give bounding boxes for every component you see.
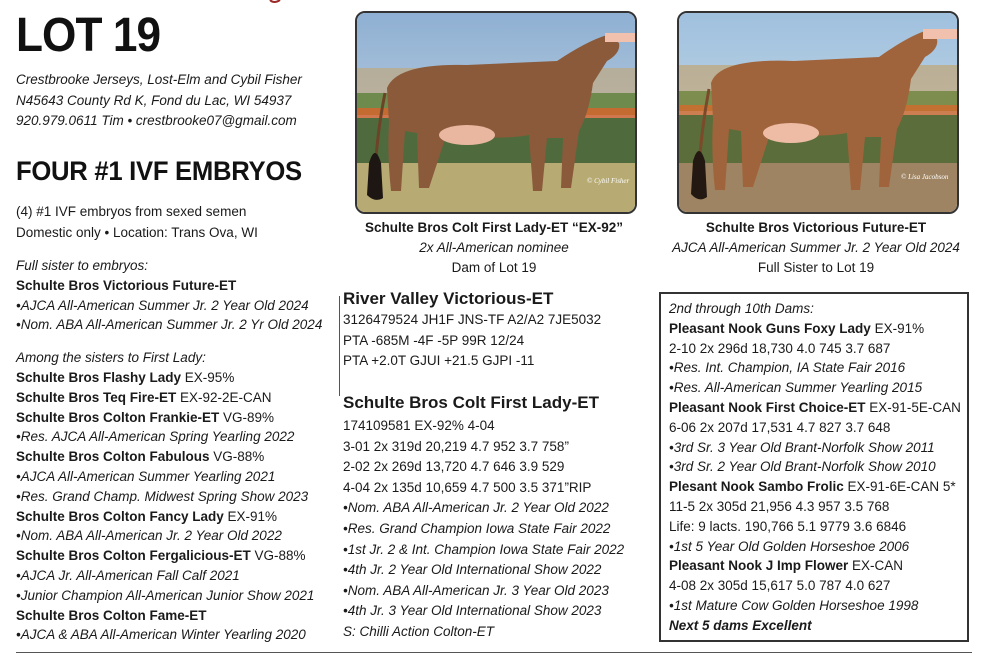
dam-photo (355, 11, 637, 214)
sister-award: •Res. AJCA All-American Spring Yearling 2022 (16, 429, 295, 445)
sister-score: EX-91% (223, 508, 278, 524)
sire-name: River Valley Victorious-ET (343, 289, 554, 308)
sister-score: EX-95% (181, 369, 235, 385)
full-sister-name: Schulte Bros Victorious Future-ET (16, 277, 237, 293)
sisters-intro: Among the sisters to First Lady: (16, 350, 206, 366)
ancestor-score: EX-CAN (848, 558, 904, 574)
lot-title: LOT 19 (16, 9, 161, 62)
bottom-divider (16, 652, 972, 653)
dam-sire: S: Chilli Action Colton-ET (343, 623, 495, 639)
sister-award: •Res. Grand Champ. Midwest Spring Show 2023 (16, 488, 309, 504)
sire-line: 3126479524 JH1F JNS-TF A2/A2 7JE5032 (343, 312, 602, 327)
dam-award: •4th Jr. 2 Year Old International Show 2022 (343, 562, 602, 578)
photo-watermark: © Lisa Jacobson (901, 173, 949, 181)
sister-name: Schulte Bros Colton Fabulous (16, 449, 210, 465)
ancestor-score: EX-91% (870, 320, 925, 336)
ancestor-award: •3rd Sr. 3 Year Old Brant-Norfolk Show 2011 (669, 439, 935, 455)
dam-record: 2-02 2x 269d 13,720 4.7 646 3.9 529 (343, 459, 565, 475)
embryo-description: (4) #1 IVF embryos from sexed semen (16, 204, 247, 219)
ancestor-name: Pleasant Nook J Imp Flower (669, 558, 849, 574)
sister-score: VG-89% (219, 409, 275, 425)
sister-entry (16, 368, 338, 388)
ancestor-score: EX-91-6E-CAN 5* (843, 479, 956, 495)
sister-name: Schulte Bros Colton Fancy Lady (16, 508, 224, 524)
sister-award: •AJCA All-American Summer Yearling 2021 (16, 468, 276, 484)
ancestor-record: 4-08 2x 305d 15,617 5.0 787 4.0 627 (669, 578, 891, 594)
caption-relation: Dam of Lot 19 (451, 260, 537, 275)
sire-line: PTA +2.0T GJUI +21.5 GJPI -11 (343, 353, 535, 368)
caption-name: Schulte Bros Colt First Lady-ET “EX-92” (364, 220, 624, 235)
sister-entry (16, 507, 338, 527)
dam-entry (669, 319, 967, 339)
dam-award: •Res. Grand Champion Iowa State Fair 2022 (343, 520, 611, 536)
ancestor-award: •Res. All-American Summer Yearling 2015 (669, 380, 923, 396)
consignor-names: Crestbrooke Jerseys, Lost-Elm and Cybil Fisher (16, 72, 302, 87)
full-sister-award: •AJCA All-American Summer Jr. 2 Year Old 2024 (16, 297, 309, 313)
ancestor-record: 6-06 2x 207d 17,531 4.7 827 3.7 648 (669, 419, 891, 435)
sister-entry (16, 546, 338, 566)
sire-block (343, 288, 601, 372)
sire-line: PTA -685M -4F -5P 99R 12/24 (343, 332, 525, 348)
ancestor-award: •1st Mature Cow Golden Horseshoe 1998 (669, 597, 919, 613)
dam-record: 3-01 2x 319d 20,219 4.7 952 3.7 758” (343, 438, 569, 454)
caption-relation: Full Sister to Lot 19 (757, 260, 875, 275)
sister-name: Schulte Bros Colton Fergalicious-ET (16, 548, 251, 564)
sister-award: •Junior Champion All-American Junior Show 2021 (16, 587, 315, 603)
cow-illustration (679, 13, 957, 212)
ancestor-award: •1st 5 Year Old Golden Horseshoe 2006 (669, 538, 910, 554)
sister-entry (16, 408, 338, 428)
dam-block (343, 392, 624, 643)
sister-photo-caption (665, 218, 967, 278)
sister-award: •AJCA & ABA All-American Winter Yearling 2020 (16, 627, 306, 643)
ancestor-name: Plesant Nook Sambo Frolic (669, 479, 844, 495)
ancestor-name: Pleasant Nook Guns Foxy Lady (669, 320, 871, 336)
dams-footer: Next 5 dams Excellent (669, 617, 812, 633)
sister-score: EX-92-2E-CAN (176, 389, 272, 405)
sister-name: Schulte Bros Teq Fire-ET (16, 389, 177, 405)
full-sister-award: •Nom. ABA All-American Summer Jr. 2 Yr Old 2024 (16, 317, 323, 333)
ancestor-score: EX-91-5E-CAN (865, 399, 961, 415)
consignor-address: N45643 County Rd K, Fond du Lac, WI 54937 (16, 92, 292, 108)
top-decoration (210, 0, 490, 4)
dam-award: •Nom. ABA All-American Jr. 3 Year Old 2023 (343, 582, 609, 598)
sister-name: Schulte Bros Flashy Lady (16, 369, 182, 385)
dams-intro: 2nd through 10th Dams: (669, 301, 814, 316)
sister-award: •AJCA Jr. All-American Fall Calf 2021 (16, 567, 240, 583)
photo-watermark: © Cybil Fisher (587, 177, 630, 185)
dam-entry (669, 477, 967, 497)
sister-entry (16, 606, 338, 626)
sister-name: Schulte Bros Colton Fame-ET (16, 607, 207, 623)
dam-name: Schulte Bros Colt First Lady-ET (343, 393, 599, 412)
caption-note: 2x All-American nominee (419, 240, 569, 255)
dam-record: 4-04 2x 135d 10,659 4.7 500 3.5 371”RIP (343, 479, 592, 495)
embryo-info (16, 201, 258, 243)
sister-award: •Nom. ABA All-American Jr. 2 Year Old 2022 (16, 528, 282, 544)
ancestor-record: 11-5 2x 305d 21,956 4.3 957 3.5 768 (669, 498, 890, 514)
dam-award: •Nom. ABA All-American Jr. 2 Year Old 2022 (343, 500, 609, 516)
sister-entry (16, 447, 338, 467)
full-sister-intro: Full sister to embryos: (16, 258, 149, 273)
dam-record: 174109581 EX-92% 4-04 (343, 418, 495, 433)
left-column (16, 256, 338, 645)
caption-name: Schulte Bros Victorious Future-ET (705, 220, 927, 235)
dam-entry (669, 556, 967, 576)
dam-entry (669, 398, 967, 418)
dam-photo-caption (343, 218, 645, 278)
consignor-info (16, 70, 302, 132)
ancestor-record: 2-10 2x 296d 18,730 4.0 745 3.7 687 (669, 340, 891, 356)
sister-name: Schulte Bros Colton Frankie-ET (16, 409, 220, 425)
caption-note: AJCA All-American Summer Jr. 2 Year Old 2024 (672, 240, 960, 255)
ancestor-award: •Res. Int. Champion, IA State Fair 2016 (669, 360, 906, 376)
sister-photo (677, 11, 959, 214)
sister-entry (16, 388, 338, 408)
sister-score: VG-88% (209, 449, 265, 465)
dam-award: •1st Jr. 2 & Int. Champion Iowa State Fair 2022 (343, 541, 625, 557)
cow-illustration (357, 13, 635, 212)
embryo-location: Domestic only • Location: Trans Ova, WI (16, 225, 258, 240)
sister-score: VG-88% (250, 548, 306, 564)
consignor-contact: 920.979.0611 Tim • crestbrooke07@gmail.com (16, 113, 297, 128)
ancestor-award: •3rd Sr. 2 Year Old Brant-Norfolk Show 2010 (669, 459, 936, 475)
ancestor-name: Pleasant Nook First Choice-ET (669, 399, 866, 415)
sire-separator (339, 296, 340, 396)
embryo-heading: FOUR #1 IVF EMBRYOS (16, 156, 302, 186)
ancestor-record: Life: 9 lacts. 190,766 5.1 9779 3.6 6846 (669, 518, 907, 534)
dam-award: •4th Jr. 3 Year Old International Show 2023 (343, 603, 602, 619)
dams-box (659, 292, 969, 642)
